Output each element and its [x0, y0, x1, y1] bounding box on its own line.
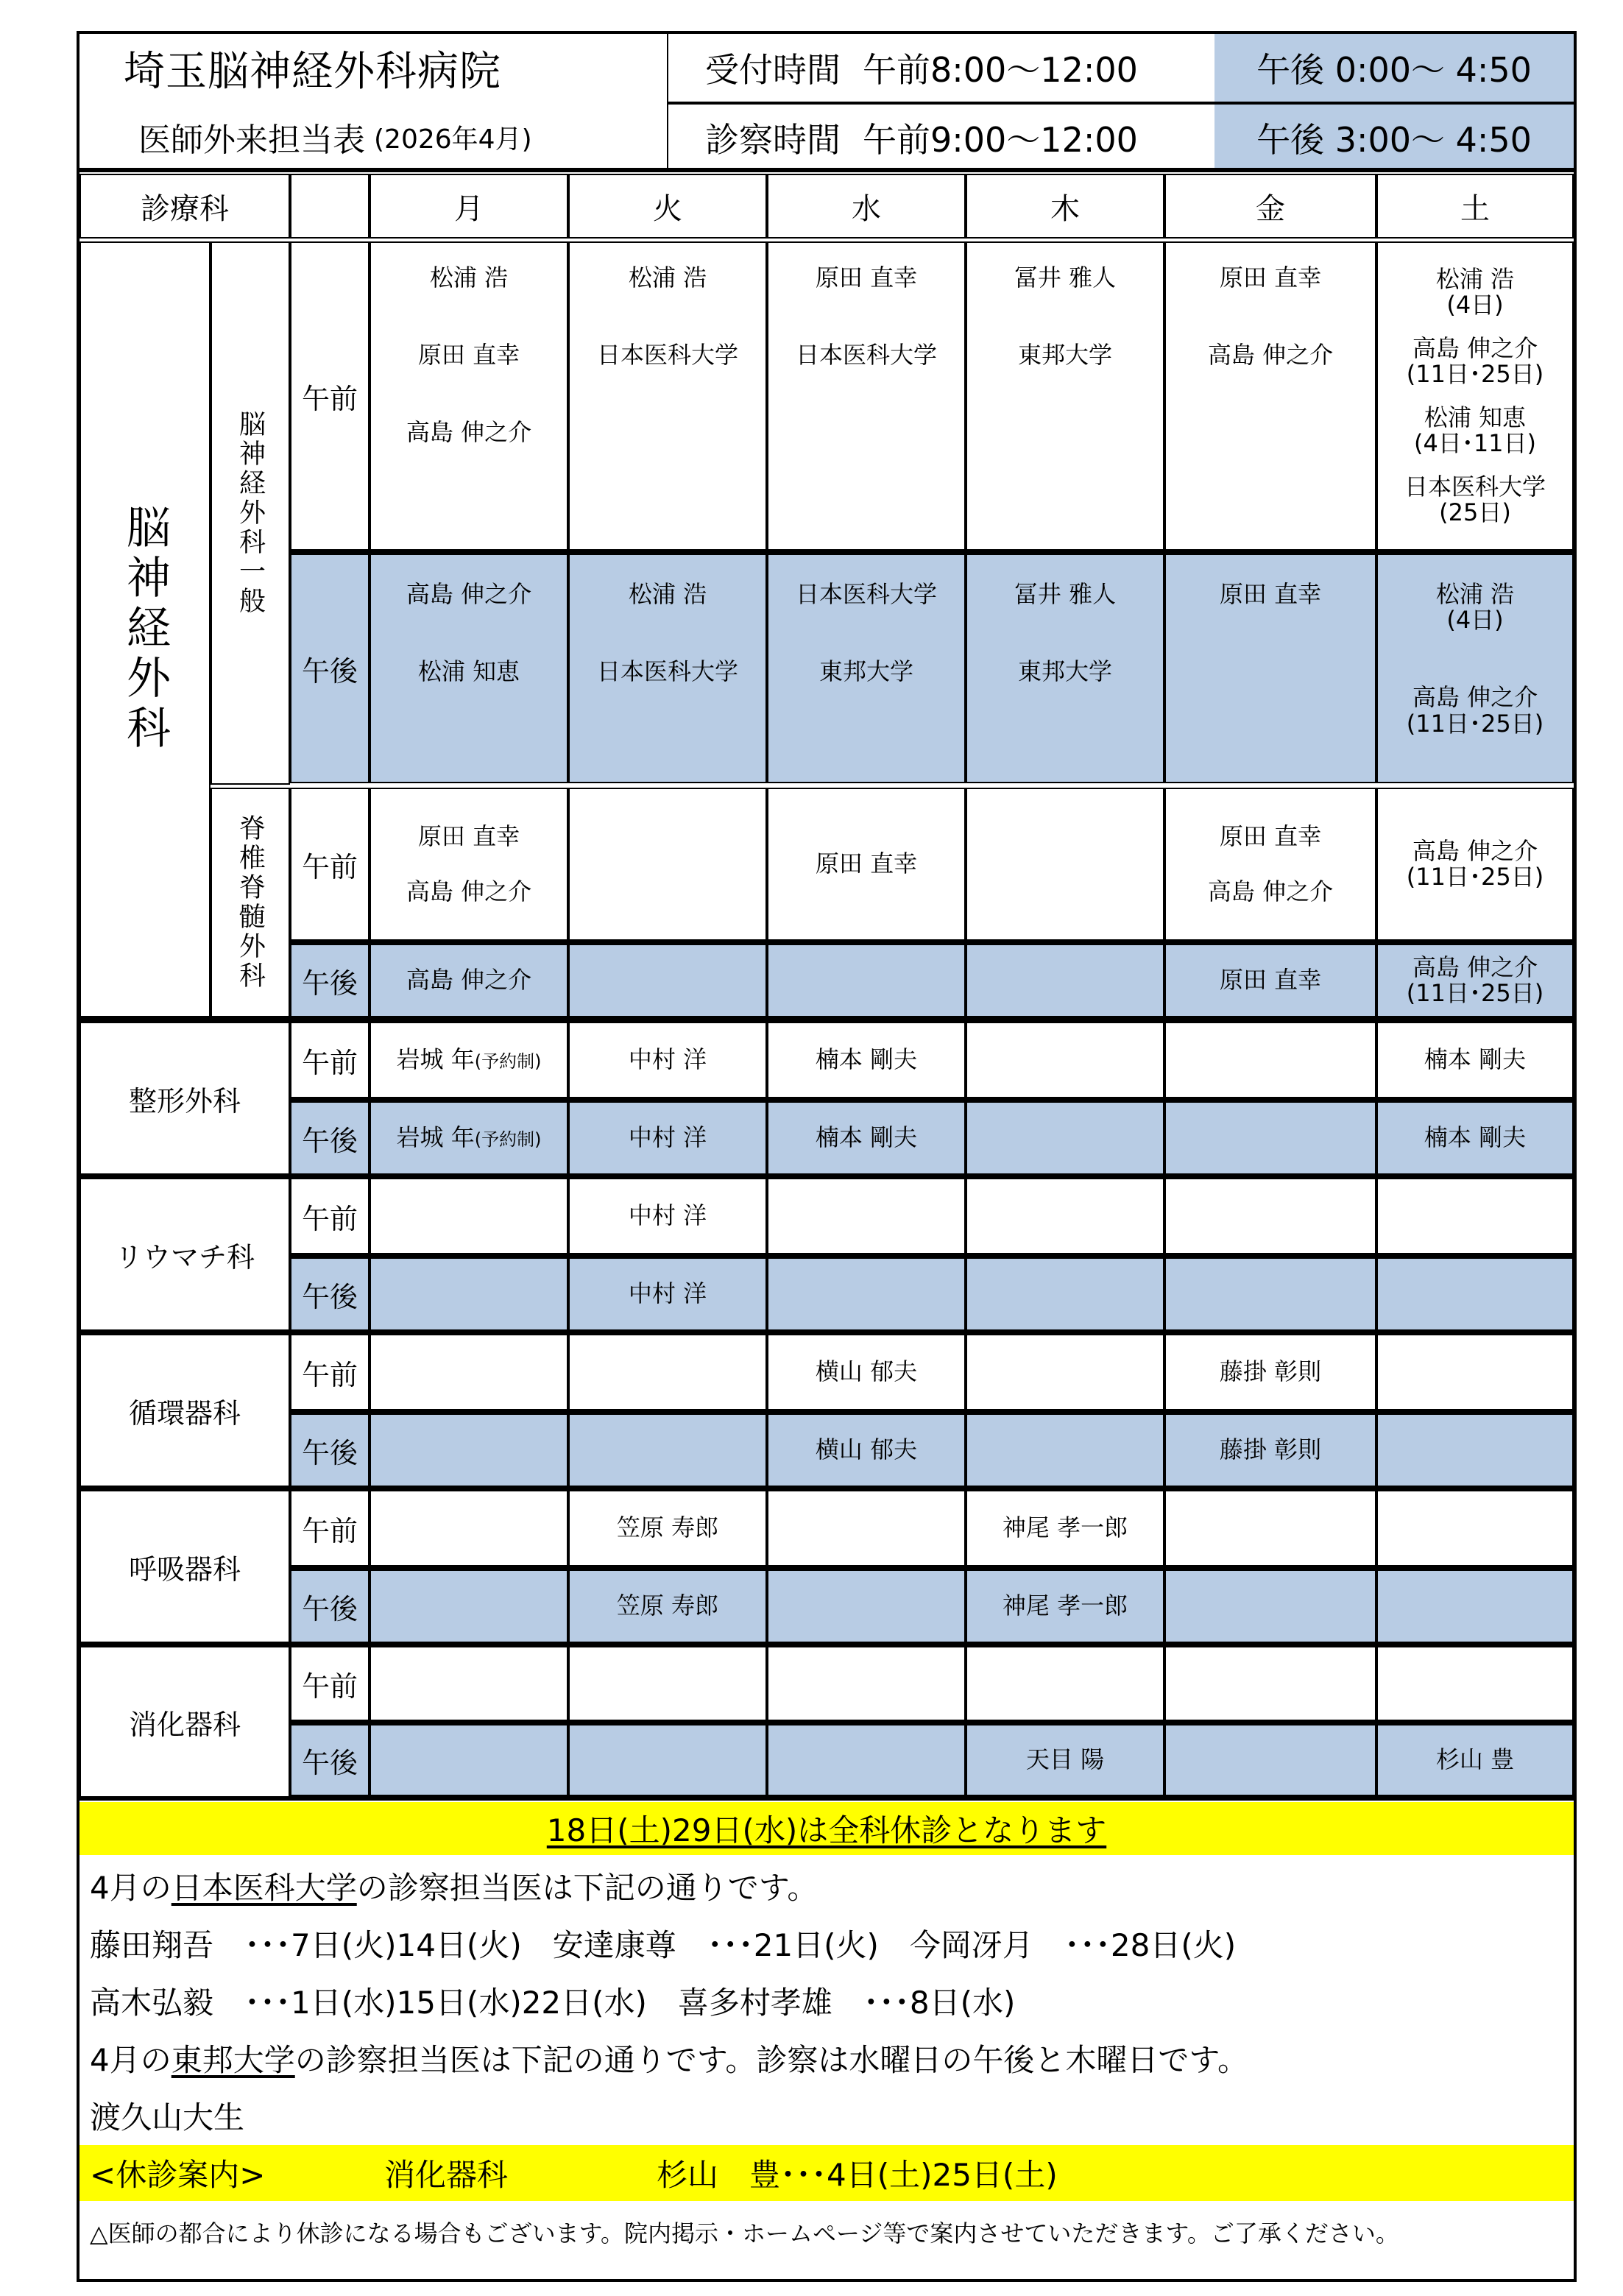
- section-divider: [77, 1486, 1577, 1490]
- doctor-entry: 岩城 年(予約制): [396, 1123, 542, 1152]
- slot-sat-pm: [1376, 1566, 1574, 1643]
- doctor-entry: 高島 伸之介: [406, 966, 532, 995]
- subdept-general-label: 脳神経外科一般: [235, 410, 266, 616]
- doctor-entry: 高島 伸之介 (11日･25日): [1406, 953, 1544, 1007]
- doctor-entry: 松浦 知恵 (4日･11日): [1413, 403, 1537, 457]
- doctor-entry: 中村 洋: [628, 1279, 707, 1308]
- slot-fri-pm: [1164, 1410, 1376, 1487]
- slot-tue-pm: [568, 1098, 767, 1175]
- slot-wed-pm: [767, 1721, 966, 1796]
- slot-fri-am: [1164, 241, 1376, 551]
- col-header-wed: 水: [767, 174, 966, 239]
- dept-respiratory: 呼吸器科: [79, 1490, 290, 1643]
- slot-tue-pm: [568, 1566, 767, 1643]
- slot-wed-am: [767, 788, 966, 941]
- slot-thu-pm: [966, 941, 1164, 1017]
- slot-fri-pm: [1164, 1566, 1376, 1643]
- doctor-entry: 松浦 知恵: [417, 657, 520, 686]
- period-label-pm: 午後: [290, 1098, 369, 1175]
- doctor-entry: 松浦 浩 (4日): [1435, 580, 1515, 635]
- reception-am: 午前8:00～12:00: [863, 50, 1138, 90]
- doctor-entry: 原田 直幸: [815, 849, 918, 878]
- doctor-entry: 横山 郁夫: [815, 1435, 918, 1464]
- slot-wed-pm: [767, 1410, 966, 1487]
- slot-sat-pm: [1376, 1410, 1574, 1487]
- doctor-entry: 高島 伸之介 (11日･25日): [1406, 683, 1544, 738]
- toho-intro-suffix: の診察担当医は下記の通りです。診察は水曜日の午後と木曜日です。: [294, 2042, 1249, 2078]
- slot-fri-am: [1164, 1334, 1376, 1410]
- slot-tue-am: [568, 1022, 767, 1098]
- slot-tue-pm: [568, 1254, 767, 1331]
- period-label-am: 午前: [290, 1178, 369, 1254]
- doctor-entry: 冨井 雅人: [1014, 264, 1117, 292]
- consult-am: 午前9:00～12:00: [863, 120, 1138, 160]
- slot-tue-am: [568, 241, 767, 551]
- slot-sat-am: [1376, 1178, 1574, 1254]
- nms-intro-prefix: 4月の: [90, 1870, 172, 1906]
- doctor-entry: 中村 洋: [628, 1045, 707, 1074]
- closure-info-detail: 杉山 豊･･･4日(土)25日(土): [657, 2157, 1058, 2193]
- doctor-entry: 日本医科大学: [795, 580, 937, 608]
- slot-wed-pm: [767, 551, 966, 783]
- period-label-am: 午前: [290, 241, 369, 551]
- doctor-entry: 東邦大学: [1017, 657, 1112, 686]
- col-header-period: [290, 174, 369, 239]
- nms-line-1: 藤田翔吾 ･･･7日(火)14日(火) 安達康尊 ･･･21日(火) 今岡冴月 ･･･28日(火): [90, 1927, 1237, 1963]
- period-label-pm: 午後: [290, 1410, 369, 1487]
- doctor-entry: 日本医科大学: [596, 657, 738, 686]
- slot-mon-pm: [369, 1098, 568, 1175]
- slot-tue-am: [568, 1334, 767, 1410]
- period-label-am: 午前: [290, 1334, 369, 1410]
- slot-sat-am: [1376, 788, 1574, 941]
- nms-intro: [79, 1858, 1574, 1914]
- subdept-spine-label: 脊椎脊髄外科: [235, 814, 266, 991]
- slot-fri-am: [1164, 1022, 1376, 1098]
- slot-fri-am: [1164, 1490, 1376, 1566]
- slot-thu-pm: [966, 1566, 1164, 1643]
- slot-thu-am: [966, 1178, 1164, 1254]
- slot-sat-pm: [1376, 1721, 1574, 1796]
- col-header-thu: 木: [966, 174, 1164, 239]
- slot-mon-pm: [369, 1566, 568, 1643]
- slot-thu-pm: [966, 1410, 1164, 1487]
- doctor-entry: 高島 伸之介 (11日･25日): [1406, 836, 1544, 891]
- slot-thu-pm: [966, 551, 1164, 783]
- section-divider: [77, 1173, 1577, 1178]
- col-header-fri: 金: [1164, 174, 1376, 239]
- doctor-entry: 岩城 年(予約制): [396, 1045, 542, 1074]
- slot-thu-am: [966, 1490, 1164, 1566]
- closure-banner: [79, 1802, 1574, 1855]
- period-label-pm: 午後: [290, 941, 369, 1017]
- doctor-entry: 東邦大学: [1017, 341, 1112, 370]
- toho-intro-prefix: 4月の: [90, 2042, 172, 2078]
- slot-thu-am: [966, 1334, 1164, 1410]
- slot-fri-am: [1164, 788, 1376, 941]
- period-label-pm: 午後: [290, 1566, 369, 1643]
- slot-thu-am: [966, 241, 1164, 551]
- nms-line-2: 高木弘毅 ･･･1日(水)15日(水)22日(水) 喜多村孝雄 ･･･8日(水): [90, 1985, 1016, 2021]
- period-label-pm: 午後: [290, 1254, 369, 1331]
- doctor-entry: 松浦 浩: [628, 580, 707, 608]
- section-divider: [77, 1329, 1577, 1334]
- doctor-entry: 高島 伸之介: [1207, 341, 1334, 370]
- nms-link: 日本医科大学: [171, 1870, 357, 1906]
- slot-mon-am: [369, 1334, 568, 1410]
- doctor-entry: 原田 直幸: [1219, 580, 1322, 608]
- doctor-entry: 松浦 浩 (4日): [1435, 264, 1515, 319]
- doctor-entry: 原田 直幸: [1219, 264, 1322, 292]
- slot-mon-pm: [369, 1410, 568, 1487]
- toho-link: 東邦大学: [171, 2042, 295, 2078]
- period-label-am: 午前: [290, 1646, 369, 1721]
- slot-mon-pm: [369, 1254, 568, 1331]
- slot-fri-am: [1164, 1646, 1376, 1721]
- doctor-entry: 冨井 雅人: [1014, 580, 1117, 608]
- slot-sat-pm: [1376, 1254, 1574, 1331]
- slot-fri-pm: [1164, 551, 1376, 783]
- closure-info: [79, 2145, 1574, 2201]
- doctor-entry: 松浦 浩: [429, 264, 509, 292]
- slot-sat-am: [1376, 1646, 1574, 1721]
- slot-tue-pm: [568, 1721, 767, 1796]
- slot-sat-pm: [1376, 941, 1574, 1017]
- doctor-entry: 藤掛 彰則: [1219, 1435, 1322, 1464]
- slot-sat-am: [1376, 241, 1574, 551]
- slot-thu-pm: [966, 1254, 1164, 1331]
- section-divider: [77, 1642, 1577, 1646]
- hospital-name: 埼玉脳神経外科病院: [79, 34, 668, 103]
- slot-wed-pm: [767, 1254, 966, 1331]
- slot-tue-am: [568, 1646, 767, 1721]
- schedule-title-text: 医師外来担当表: [138, 121, 365, 159]
- slot-mon-am: [369, 1646, 568, 1721]
- doctor-entry: 中村 洋: [628, 1201, 707, 1230]
- doctor-entry: 天目 陽: [1025, 1745, 1105, 1774]
- doctor-entry: 杉山 豊: [1435, 1745, 1515, 1774]
- closure-text: 18日(土)29日(水)は全科休診となります: [546, 1812, 1107, 1848]
- slot-wed-am: [767, 1334, 966, 1410]
- footer-note: △医師の都合により休診になる場合もございます。院内掲示・ホームページ等で案内させていただきます。ご了承ください。: [90, 2219, 1399, 2247]
- nms-intro-suffix: の診察担当医は下記の通りです。: [356, 1870, 818, 1906]
- doctor-entry: 原田 直幸: [417, 341, 520, 370]
- doctor-entry: 楠本 剛夫: [1424, 1123, 1527, 1152]
- slot-mon-pm: [369, 941, 568, 1017]
- slot-tue-pm: [568, 941, 767, 1017]
- period-label-am: 午前: [290, 1490, 369, 1566]
- dept-gastroenterology: 消化器科: [79, 1646, 290, 1798]
- dept-orthopedics: 整形外科: [79, 1022, 290, 1175]
- doctor-entry: 神尾 孝一郎: [1002, 1592, 1128, 1620]
- doctor-entry: 原田 直幸: [1219, 966, 1322, 995]
- slot-mon-am: [369, 241, 568, 551]
- slot-tue-am: [568, 1178, 767, 1254]
- period-label-pm: 午後: [290, 551, 369, 783]
- slot-sat-am: [1376, 1490, 1574, 1566]
- doctor-entry: 松浦 浩: [628, 264, 707, 292]
- slot-thu-pm: [966, 1098, 1164, 1175]
- doctor-entry: 横山 郁夫: [815, 1357, 918, 1386]
- slot-thu-pm: [966, 1721, 1164, 1796]
- dept-neurosurgery-label: 脳神経外科: [119, 504, 171, 755]
- slot-wed-pm: [767, 941, 966, 1017]
- reception-hours-pm: 午後 0:00～ 4:50: [1214, 34, 1574, 105]
- slot-fri-pm: [1164, 1254, 1376, 1331]
- slot-fri-pm: [1164, 941, 1376, 1017]
- doctor-entry: 高島 伸之介: [406, 580, 532, 608]
- slot-wed-am: [767, 1022, 966, 1098]
- closure-info-dept: 消化器科: [384, 2157, 509, 2193]
- doctor-entry: 高島 伸之介: [406, 877, 532, 905]
- header-divider: [77, 168, 1577, 172]
- reception-label: 受付時間: [705, 50, 841, 90]
- subdept-general: [211, 241, 290, 785]
- slot-mon-am: [369, 1490, 568, 1566]
- doctor-entry: 原田 直幸: [815, 264, 918, 292]
- doctor-entry: 高島 伸之介: [1207, 877, 1334, 905]
- slot-sat-pm: [1376, 551, 1574, 783]
- slot-tue-pm: [568, 551, 767, 783]
- slot-mon-am: [369, 1178, 568, 1254]
- slot-fri-pm: [1164, 1098, 1376, 1175]
- consult-hours-pm: 午後 3:00～ 4:50: [1214, 105, 1574, 171]
- doctor-entry: 日本医科大学: [596, 341, 738, 370]
- dept-neurosurgery: [79, 241, 211, 1017]
- doctor-entry: 東邦大学: [818, 657, 913, 686]
- slot-sat-pm: [1376, 1098, 1574, 1175]
- section-divider: [77, 1017, 1577, 1022]
- slot-wed-am: [767, 1646, 966, 1721]
- col-header-sat: 土: [1376, 174, 1574, 239]
- consult-hours-am: [668, 105, 1214, 171]
- slot-tue-am: [568, 788, 767, 941]
- slot-mon-pm: [369, 551, 568, 783]
- col-header-department: 診療科: [79, 174, 290, 239]
- slot-wed-pm: [767, 1566, 966, 1643]
- period-label-am: 午前: [290, 1022, 369, 1098]
- slot-wed-pm: [767, 1098, 966, 1175]
- doctor-entry: 高島 伸之介 (11日･25日): [1406, 333, 1544, 388]
- doctor-entry: 原田 直幸: [1219, 822, 1322, 851]
- doctor-entry: 笠原 寿郎: [616, 1513, 719, 1542]
- doctor-entry: 笠原 寿郎: [616, 1592, 719, 1620]
- period-label-am: 午前: [290, 788, 369, 941]
- doctor-entry: 中村 洋: [628, 1123, 707, 1152]
- doctor-entry: 神尾 孝一郎: [1002, 1513, 1128, 1542]
- slot-tue-am: [568, 1490, 767, 1566]
- dept-cardiology: 循環器科: [79, 1334, 290, 1487]
- slot-sat-am: [1376, 1334, 1574, 1410]
- col-header-mon: 月: [369, 174, 568, 239]
- slot-sat-am: [1376, 1022, 1574, 1098]
- slot-wed-am: [767, 241, 966, 551]
- doctor-entry: 楠本 剛夫: [815, 1123, 918, 1152]
- doctor-entry: 楠本 剛夫: [815, 1045, 918, 1074]
- section-divider: [77, 1796, 1577, 1801]
- slot-wed-am: [767, 1490, 966, 1566]
- slot-thu-am: [966, 788, 1164, 941]
- doctor-entry: 高島 伸之介: [406, 418, 532, 447]
- dept-rheumatology: リウマチ科: [79, 1178, 290, 1331]
- closure-info-label: <休診案内>: [90, 2157, 266, 2193]
- toho-intro: [79, 2030, 1574, 2086]
- doctor-entry: 楠本 剛夫: [1424, 1045, 1527, 1074]
- slot-wed-am: [767, 1178, 966, 1254]
- slot-fri-pm: [1164, 1721, 1376, 1796]
- doctor-entry: 日本医科大学: [795, 341, 937, 370]
- slot-thu-am: [966, 1646, 1164, 1721]
- reception-hours-am: [668, 34, 1214, 105]
- slot-mon-pm: [369, 1721, 568, 1796]
- period-label-pm: 午後: [290, 1721, 369, 1796]
- toho-line-1: 渡久山大生: [90, 2099, 245, 2136]
- subdept-spine: [211, 788, 290, 1017]
- schedule-title: [79, 103, 668, 171]
- slot-fri-am: [1164, 1178, 1376, 1254]
- slot-thu-am: [966, 1022, 1164, 1098]
- schedule-period: (2026年4月): [374, 124, 532, 155]
- slot-mon-am: [369, 1022, 568, 1098]
- doctor-entry: 原田 直幸: [417, 822, 520, 851]
- slot-tue-pm: [568, 1410, 767, 1487]
- slot-mon-am: [369, 788, 568, 941]
- doctor-entry: 藤掛 彰則: [1219, 1357, 1322, 1386]
- doctor-entry: 日本医科大学 (25日): [1404, 472, 1546, 527]
- col-header-tue: 火: [568, 174, 767, 239]
- consult-label: 診察時間: [705, 120, 841, 160]
